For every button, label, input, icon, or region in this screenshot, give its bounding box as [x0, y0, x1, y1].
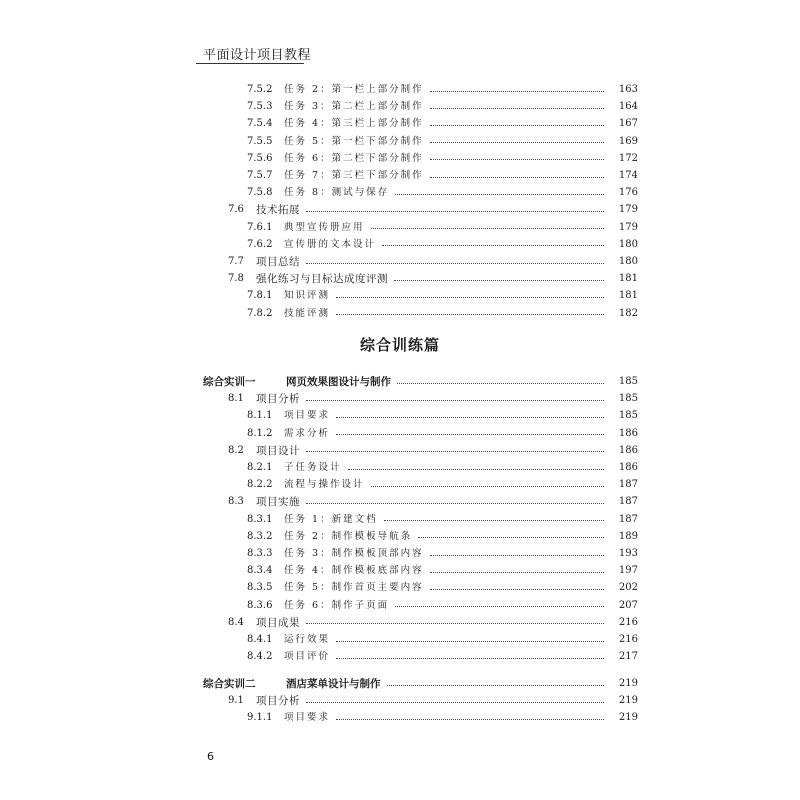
toc-entry-title: 任务 2：第一栏上部分制作 [284, 84, 424, 95]
dot-leader [336, 658, 604, 659]
toc-entry-line [284, 563, 604, 579]
dot-leader [430, 177, 604, 178]
toc-entry-number: 8.4.1 [247, 634, 273, 645]
toc-entry-number: 7.8 [228, 273, 244, 285]
toc-entry[interactable] [0, 237, 800, 253]
toc-entry-line [284, 426, 604, 442]
toc-entry-page: 180 [618, 256, 638, 267]
dot-leader [418, 537, 604, 538]
toc-entry[interactable] [0, 494, 800, 510]
toc-entry-number: 7.8.1 [247, 290, 273, 302]
toc-entry-title: 项目评价 [284, 651, 331, 663]
dot-leader [395, 606, 604, 607]
toc-entry-line [284, 710, 604, 726]
dot-leader [430, 91, 604, 92]
toc-entry-title: 项目分析 [256, 393, 300, 406]
toc-entry-page: 176 [618, 187, 638, 199]
toc-entry-title: 任务 8：测试与保存 [284, 187, 390, 199]
toc-entry-page: 179 [618, 204, 638, 216]
dot-leader [306, 623, 604, 624]
toc-entry-number: 8.3.2 [247, 530, 273, 542]
toc-entry-number: 综合实训一 [203, 376, 256, 388]
toc-entry-number: 8.3.6 [247, 599, 273, 611]
toc-entry-title: 任务 1：新建文档 [284, 513, 378, 525]
toc-entry-title: 任务 2：制作模板导航条 [284, 530, 413, 542]
toc-entry[interactable] [0, 99, 800, 115]
toc-entry-title: 项目要求 [284, 410, 331, 422]
toc-entry-number: 8.3 [228, 496, 244, 508]
toc-entry[interactable] [0, 443, 800, 459]
toc-entry-title: 技术拓展 [256, 204, 300, 217]
toc-entry-page: 163 [618, 84, 638, 95]
toc-entry-page: 181 [618, 273, 638, 285]
toc-entry-number: 7.5.6 [247, 152, 273, 164]
toc-entry[interactable] [0, 632, 800, 648]
toc-entry[interactable] [0, 460, 800, 476]
toc-entry[interactable] [0, 185, 800, 201]
toc-entry-line [284, 477, 604, 493]
dot-leader [430, 555, 604, 556]
toc-entry-page: 216 [618, 634, 638, 645]
toc-entry[interactable] [0, 563, 800, 579]
toc-entry-line [286, 374, 604, 390]
toc-entry[interactable] [0, 374, 800, 390]
toc-entry[interactable] [0, 676, 800, 692]
dot-leader [336, 314, 604, 315]
dot-leader [387, 685, 605, 686]
toc-entry-page: 172 [618, 152, 638, 164]
toc-entry-line [284, 134, 604, 150]
toc-entry-number: 7.5.8 [247, 187, 273, 199]
toc-entry-number: 8.3.1 [247, 513, 273, 525]
toc-entry[interactable] [0, 220, 800, 236]
dot-leader [430, 125, 604, 126]
toc-entry-title: 宣传册的文本设计 [284, 238, 377, 250]
toc-entry-title: 项目实施 [256, 496, 300, 509]
toc-entry-number: 8.2.2 [247, 479, 273, 491]
toc-entry-title: 项目要求 [284, 712, 331, 724]
toc-entry-line [256, 254, 604, 270]
toc-entry-page: 189 [618, 530, 638, 542]
toc-entry-number: 8.3.3 [247, 548, 273, 559]
toc-entry-title: 任务 5：制作首页主要内容 [284, 582, 424, 594]
toc-entry[interactable] [0, 546, 800, 562]
toc-entry-number: 8.2.1 [247, 462, 273, 473]
toc-entry[interactable] [0, 82, 800, 98]
toc-entry-line [284, 529, 604, 545]
toc-entry-page: 181 [618, 290, 638, 302]
toc-entry[interactable] [0, 649, 800, 665]
toc-entry-title: 流程与操作设计 [284, 479, 365, 491]
dot-leader [348, 469, 604, 470]
dot-leader [430, 589, 604, 590]
toc-entry-line [256, 391, 604, 407]
toc-entry[interactable] [0, 529, 800, 545]
toc-entry[interactable] [0, 710, 800, 726]
toc-entry-number: 9.1 [228, 695, 244, 707]
dot-leader [395, 194, 604, 195]
toc-entry-title: 子任务设计 [284, 462, 342, 473]
toc-entry-page: 186 [618, 444, 638, 456]
dot-leader [384, 520, 604, 521]
dot-leader [336, 641, 604, 642]
toc-entry-page: 217 [618, 651, 638, 663]
toc-entry[interactable] [0, 615, 800, 631]
toc-entry-page: 174 [618, 170, 638, 181]
toc-entry-line [284, 288, 604, 304]
dot-leader [397, 383, 604, 384]
toc-entry-number: 7.5.3 [247, 101, 273, 113]
toc-entry-title: 任务 5：第一栏下部分制作 [284, 135, 424, 147]
toc-entry-title: 典型宣传册应用 [284, 221, 365, 233]
toc-entry[interactable] [0, 426, 800, 442]
toc-entry-page: 179 [618, 221, 638, 233]
dot-leader [371, 486, 604, 487]
toc-entry-line [284, 82, 604, 98]
toc-entry-line [284, 151, 604, 167]
dot-leader [306, 503, 604, 504]
toc-entry-page: 193 [618, 548, 638, 559]
toc-entry-number: 7.6.1 [247, 221, 273, 233]
toc-entry[interactable] [0, 391, 800, 407]
toc-entry-number: 7.6.2 [247, 238, 273, 250]
toc-entry-line [284, 237, 604, 253]
dot-leader [336, 434, 604, 435]
toc-entry-page: 219 [618, 695, 638, 707]
toc-entry-page: 164 [618, 101, 638, 113]
toc-entry-page: 187 [618, 479, 638, 491]
dot-leader [306, 263, 604, 264]
dot-leader [306, 211, 604, 212]
toc-entry-line [284, 649, 604, 665]
toc-entry-line [284, 632, 604, 648]
toc-entry-title: 需求分析 [284, 427, 331, 439]
toc-entry-page: 186 [618, 427, 638, 439]
toc-entry-page: 202 [618, 582, 638, 594]
toc-entry[interactable] [0, 254, 800, 270]
toc-entry-page: 197 [618, 565, 638, 577]
toc-entry-line [256, 615, 604, 631]
toc-entry[interactable] [0, 693, 800, 709]
toc-entry-page: 216 [618, 616, 638, 628]
toc-entry-title: 强化练习与目标达成度评测 [256, 273, 388, 286]
dot-leader [336, 719, 604, 720]
toc-entry-line [284, 546, 604, 562]
toc-entry-number: 7.5.7 [247, 170, 273, 181]
toc-entry-number: 8.4 [228, 616, 244, 628]
toc-entry-title: 项目设计 [256, 444, 300, 457]
toc-entry-page: 219 [618, 712, 638, 724]
toc-entry[interactable] [0, 512, 800, 528]
toc-entry-line [256, 202, 604, 218]
toc-entry-number: 8.3.5 [247, 582, 273, 594]
toc-entry-page: 187 [618, 496, 638, 508]
toc-entry-number: 7.5.5 [247, 135, 273, 147]
toc-entry-title: 任务 4：制作模板底部内容 [284, 565, 424, 577]
toc-entry-page: 207 [618, 599, 638, 611]
toc-entry-line [256, 693, 604, 709]
header-rule [196, 63, 304, 64]
toc-entry[interactable] [0, 116, 800, 132]
toc-entry-line [256, 494, 604, 510]
toc-entry-number: 7.5.4 [247, 118, 273, 130]
toc-entry-line [284, 460, 604, 476]
toc-entry-title: 任务 3：制作模板顶部内容 [284, 548, 424, 559]
toc-entry-title: 任务 4：第三栏上部分制作 [284, 118, 424, 130]
dot-leader [306, 702, 604, 703]
toc-entry[interactable] [0, 271, 800, 287]
toc-entry-page: 185 [618, 393, 638, 405]
dot-leader [306, 400, 604, 401]
toc-entry-page: 186 [618, 462, 638, 473]
toc-entry-line [284, 116, 604, 132]
toc-entry-title: 项目成果 [256, 616, 300, 629]
toc-entry-number: 7.6 [228, 204, 244, 216]
toc-entry-line [284, 168, 604, 184]
dot-leader [306, 451, 604, 452]
toc-entry-title: 技能评测 [284, 307, 331, 319]
toc-entry-title: 任务 7：第三栏下部分制作 [284, 170, 424, 181]
toc-entry-number: 8.1.2 [247, 427, 273, 439]
toc-entry-number: 8.4.2 [247, 651, 273, 663]
dot-leader [430, 108, 604, 109]
toc-entry-title: 酒店菜单设计与制作 [286, 678, 381, 690]
toc-entry-title: 运行效果 [284, 634, 331, 645]
toc-entry-title: 任务 6：第二栏下部分制作 [284, 152, 424, 164]
toc-entry-line [284, 185, 604, 201]
toc-entry-line [284, 512, 604, 528]
toc-entry-line [284, 99, 604, 115]
toc-entry-line [284, 306, 604, 322]
toc-entry-number: 8.3.4 [247, 565, 273, 577]
toc-entry-number: 8.1.1 [247, 410, 273, 422]
section-heading: 综合训练篇 [359, 336, 440, 354]
toc-entry-page: 185 [618, 376, 638, 387]
dot-leader [336, 417, 604, 418]
toc-entry-title: 项目总结 [256, 256, 300, 268]
toc-entry-line [284, 220, 604, 236]
toc-entry-line [284, 598, 604, 614]
toc-entry-page: 182 [618, 307, 638, 319]
toc-entry[interactable] [0, 306, 800, 322]
toc-entry[interactable] [0, 598, 800, 614]
toc-entry-title: 任务 6：制作子页面 [284, 599, 390, 611]
toc-entry-title: 任务 3：第二栏上部分制作 [284, 101, 424, 113]
dot-leader [382, 245, 604, 246]
toc-entry-number: 综合实训二 [203, 678, 256, 690]
dot-leader [430, 142, 604, 143]
toc-entry-line [256, 271, 604, 287]
toc-entry-page: 167 [618, 118, 638, 130]
toc-entry[interactable] [0, 288, 800, 304]
dot-leader [394, 280, 604, 281]
toc-entry-number: 7.5.2 [247, 84, 273, 95]
running-head: 平面设计项目教程 [203, 48, 312, 63]
dot-leader [371, 228, 604, 229]
toc-entry-page: 169 [618, 135, 638, 147]
toc-entry[interactable] [0, 408, 800, 424]
toc-entry-line [284, 408, 604, 424]
dot-leader [336, 297, 604, 298]
toc-entry[interactable] [0, 151, 800, 167]
toc-entry-line [286, 676, 604, 692]
toc-entry-number: 8.1 [228, 393, 244, 405]
toc-entry-line [256, 443, 604, 459]
page-number: 6 [207, 750, 214, 763]
toc-entry-number: 9.1.1 [247, 712, 273, 724]
toc-entry-number: 8.2 [228, 444, 244, 456]
toc-entry-title: 知识评测 [284, 290, 331, 302]
toc-entry-number: 7.7 [228, 256, 244, 267]
toc-entry-page: 180 [618, 238, 638, 250]
toc-entry[interactable] [0, 134, 800, 150]
toc-entry-number: 7.8.2 [247, 307, 273, 319]
toc-entry[interactable] [0, 168, 800, 184]
toc-entry-page: 219 [618, 678, 638, 689]
toc-entry[interactable] [0, 202, 800, 218]
dot-leader [430, 572, 604, 573]
toc-entry-title: 项目分析 [256, 695, 300, 708]
toc-entry[interactable] [0, 580, 800, 596]
toc-entry-line [284, 580, 604, 596]
toc-entry-title: 网页效果图设计与制作 [286, 376, 391, 388]
dot-leader [430, 159, 604, 160]
toc-entry-page: 185 [618, 410, 638, 422]
toc-entry[interactable] [0, 477, 800, 493]
toc-entry-page: 187 [618, 513, 638, 525]
